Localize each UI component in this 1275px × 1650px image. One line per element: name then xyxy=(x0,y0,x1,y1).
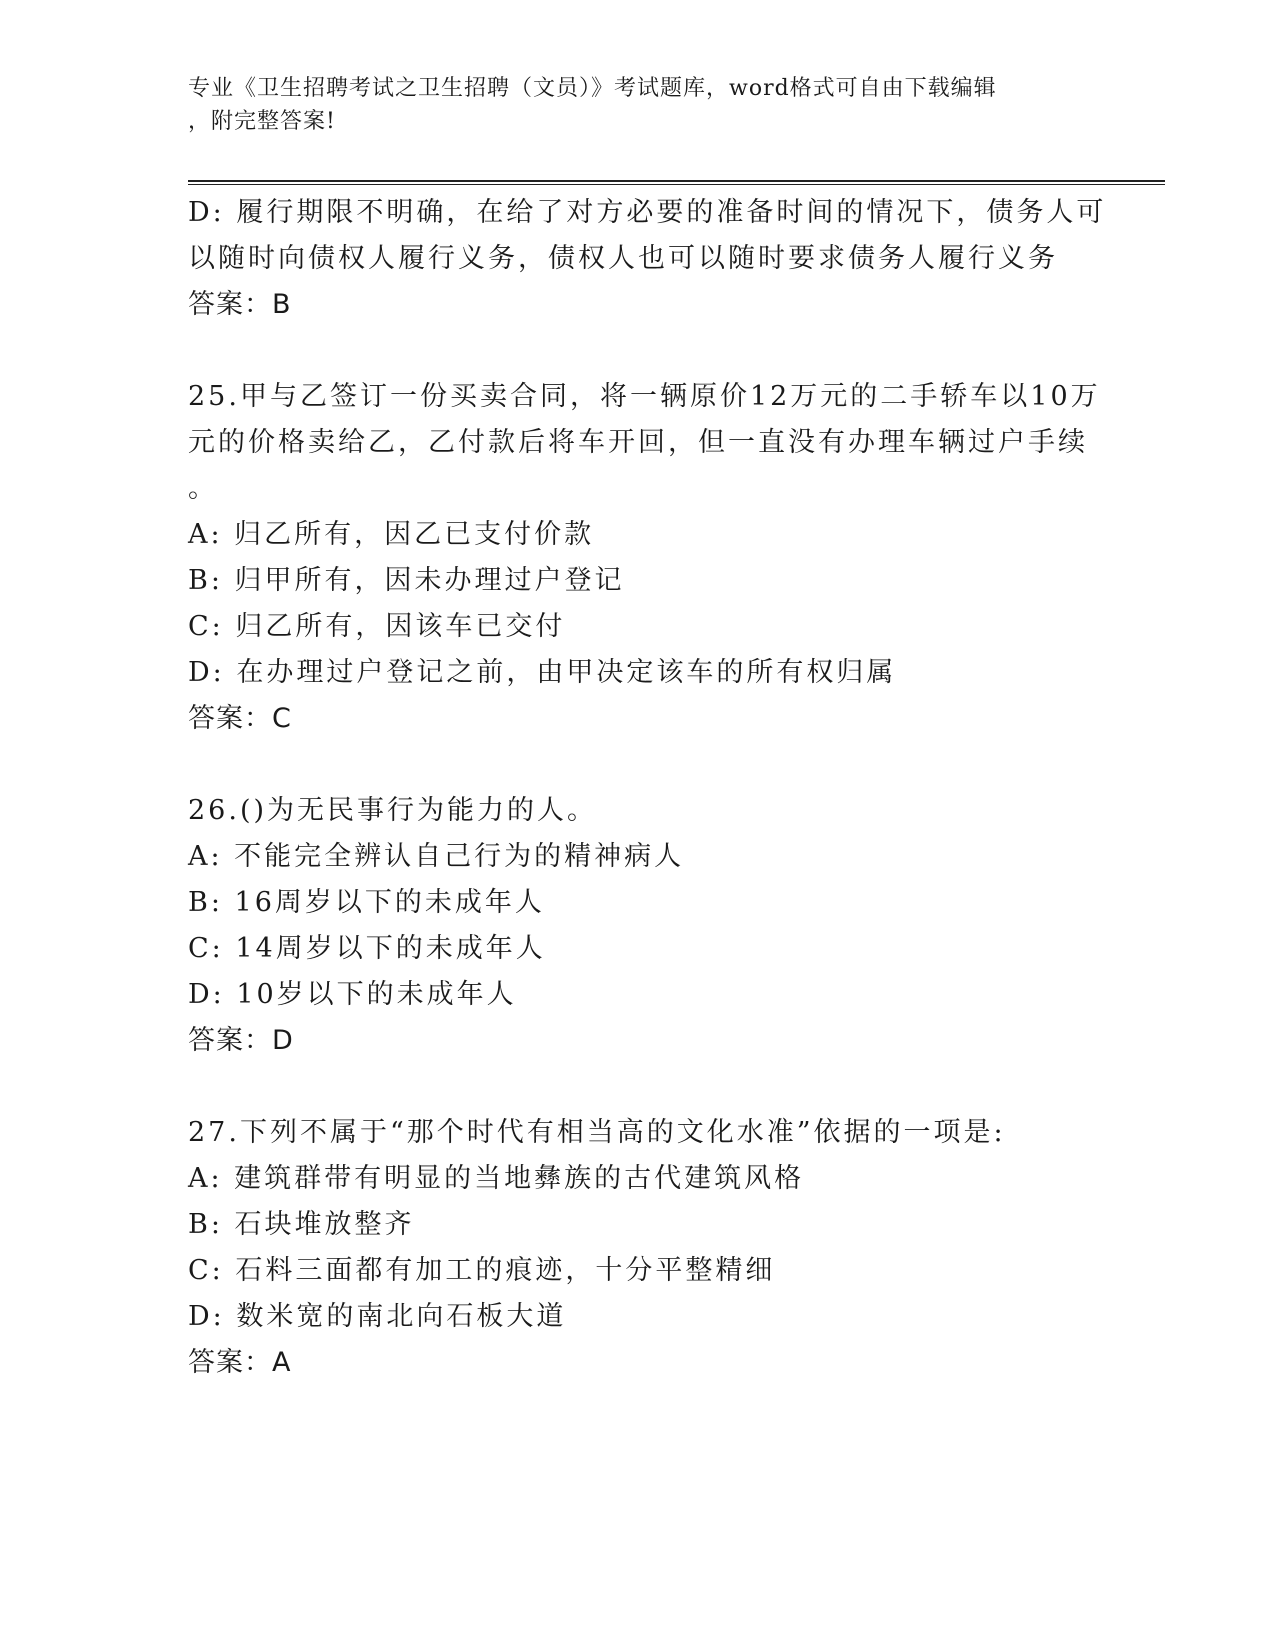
question-stem-line-2: 元的价格卖给乙，乙付款后将车开回，但一直没有办理车辆过户手续 xyxy=(188,427,1088,458)
option-d: D: 在办理过户登记之前，由甲决定该车的所有权归属 xyxy=(188,657,897,688)
answer-label: 答案：D xyxy=(188,1025,294,1056)
answer-label: 答案：B xyxy=(188,289,292,320)
option-b: B: 16周岁以下的未成年人 xyxy=(188,887,545,918)
option-d: D: 数米宽的南北向石板大道 xyxy=(188,1301,567,1332)
option-c: C: 归乙所有，因该车已交付 xyxy=(188,611,566,642)
option-c: C: 石料三面都有加工的痕迹，十分平整精细 xyxy=(188,1255,776,1286)
spacer xyxy=(188,1064,1088,1110)
question-27 xyxy=(188,1110,1088,1386)
spacer xyxy=(188,742,1088,788)
question-content xyxy=(188,190,1107,1386)
option-b: B: 石块堆放整齐 xyxy=(188,1209,415,1240)
option-d: D: 10岁以下的未成年人 xyxy=(188,979,517,1010)
option-c: C: 14周岁以下的未成年人 xyxy=(188,933,546,964)
option-a: A: 归乙所有，因乙已支付价款 xyxy=(188,519,595,550)
document-header xyxy=(188,72,1088,138)
question-stem-line-1: 26.()为无民事行为能力的人。 xyxy=(188,795,598,826)
spacer xyxy=(188,328,1088,374)
question-stem-line-1: 25.甲与乙签订一份买卖合同，将一辆原价12万元的二手轿车以10万 xyxy=(188,381,1101,412)
question-stem-line-3: 。 xyxy=(188,473,218,504)
question-stem-line-1: 27.下列不属于“那个时代有相当高的文化水准”依据的一项是: xyxy=(188,1117,1006,1148)
answer-label: 答案：A xyxy=(188,1347,292,1378)
question-25 xyxy=(188,374,1101,742)
answer-label: 答案：C xyxy=(188,703,292,734)
header-divider-thick xyxy=(188,180,1165,182)
question-26 xyxy=(188,788,1088,1064)
option-b: B: 归甲所有，因未办理过户登记 xyxy=(188,565,625,596)
question-24-tail xyxy=(188,190,1107,328)
option-d-line-2: 以随时向债权人履行义务，债权人也可以随时要求债务人履行义务 xyxy=(188,243,1058,274)
header-title-line-2: ，附完整答案! xyxy=(188,109,336,134)
option-d-line-1: D: 履行期限不明确，在给了对方必要的准备时间的情况下，债务人可 xyxy=(188,197,1107,228)
option-a: A: 建筑群带有明显的当地彝族的古代建筑风格 xyxy=(188,1163,805,1194)
header-title-line-1: 专业《卫生招聘考试之卫生招聘（文员）》考试题库，word格式可自由下载编辑 xyxy=(188,76,997,101)
header-divider-thin xyxy=(188,184,1165,185)
option-a: A: 不能完全辨认自己行为的精神病人 xyxy=(188,841,685,872)
